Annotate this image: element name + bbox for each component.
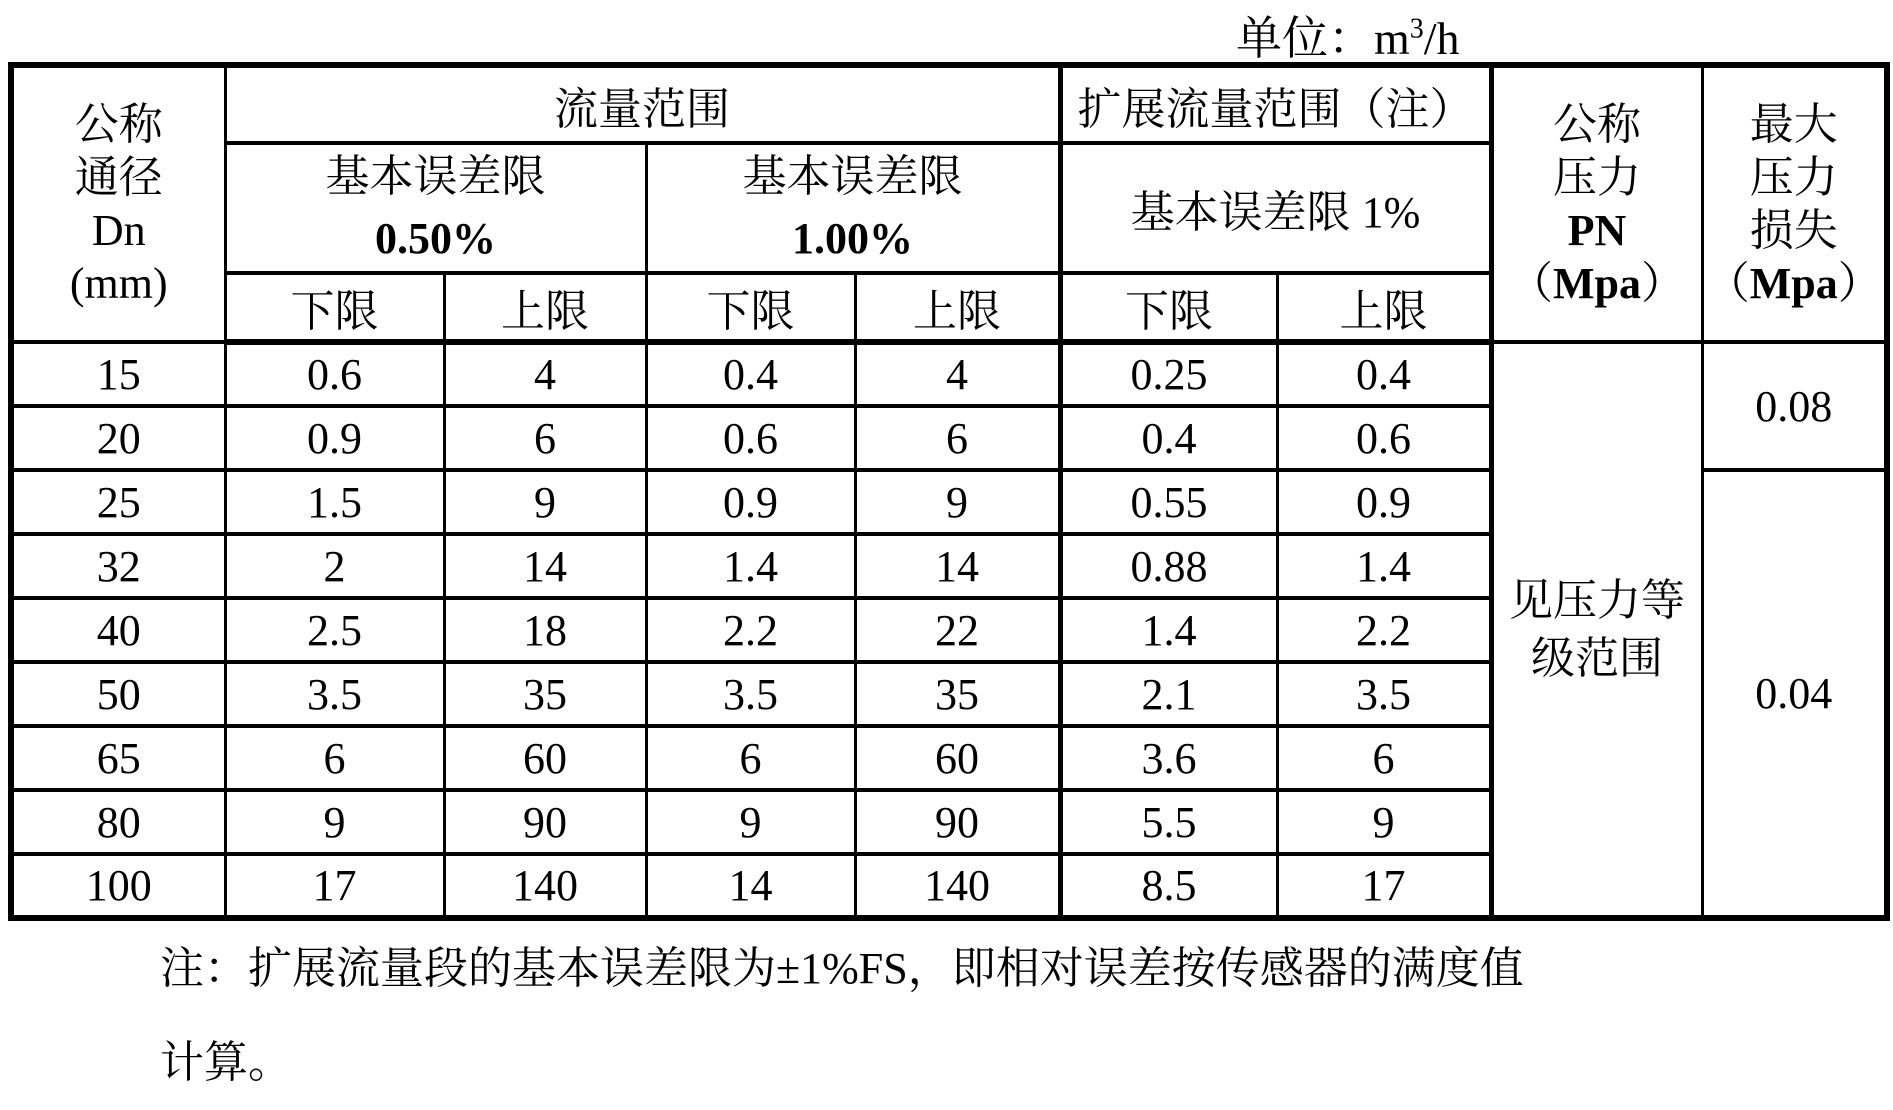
value-cell: 14 <box>444 534 646 598</box>
value-cell: 2.1 <box>1060 662 1277 726</box>
lower-limit-header: 下限 <box>646 273 855 342</box>
loss-unit-text: Mpa <box>1749 259 1838 308</box>
value-cell: 90 <box>444 790 646 854</box>
pn-unit-text: Mpa <box>1553 259 1641 308</box>
dn-cell: 50 <box>11 662 225 726</box>
header-line: 通径 <box>74 153 163 202</box>
max-loss-cell: 0.04 <box>1702 470 1887 918</box>
error-limit-05-value: 0.50% <box>375 214 496 263</box>
unit-prefix: 单位： <box>1236 13 1374 64</box>
value-cell: 2.2 <box>1277 598 1491 662</box>
value-cell: 60 <box>444 726 646 790</box>
value-cell: 0.9 <box>1277 470 1491 534</box>
value-cell: 2.2 <box>646 598 855 662</box>
value-cell: 0.25 <box>1060 342 1277 406</box>
value-cell: 140 <box>444 854 646 918</box>
pn-merged-cell <box>1491 342 1702 918</box>
footnote-line: 注：扩展流量段的基本误差限为±1%FS，即相对误差按传感器的满度值 <box>160 944 1524 993</box>
value-cell: 35 <box>444 662 646 726</box>
pn-column-header <box>1491 65 1702 342</box>
value-cell: 1.4 <box>1060 598 1277 662</box>
header-line: Dn <box>91 206 146 255</box>
table-header <box>11 65 1887 342</box>
flow-range-group-header: 流量范围 <box>225 65 1060 143</box>
table-body <box>11 342 1887 918</box>
upper-limit-header: 上限 <box>1277 273 1491 342</box>
error-limit-ext-header: 基本误差限 1% <box>1060 143 1491 273</box>
value-cell: 1.4 <box>1277 534 1491 598</box>
value-cell: 6 <box>1277 726 1491 790</box>
value-cell: 9 <box>1277 790 1491 854</box>
value-cell: 0.6 <box>646 406 855 470</box>
unit-suffix: /h <box>1423 13 1460 64</box>
header-line: 损失 <box>1749 206 1838 255</box>
error-limit-10-value: 1.00% <box>792 214 913 263</box>
value-cell: 3.6 <box>1060 726 1277 790</box>
loss-unit <box>1704 257 1885 310</box>
value-cell: 0.9 <box>225 406 444 470</box>
value-cell: 35 <box>855 662 1060 726</box>
pn-unit <box>1494 257 1701 310</box>
max-loss-cell: 0.08 <box>1702 342 1887 470</box>
header-line: 基本误差限 <box>742 152 963 201</box>
value-cell: 17 <box>225 854 444 918</box>
header-row-groups <box>11 65 1887 143</box>
value-cell: 2 <box>225 534 444 598</box>
dn-cell: 40 <box>11 598 225 662</box>
value-cell: 4 <box>855 342 1060 406</box>
value-cell: 6 <box>646 726 855 790</box>
error-limit-05-header <box>225 143 646 273</box>
value-cell: 17 <box>1277 854 1491 918</box>
value-cell: 3.5 <box>1277 662 1491 726</box>
value-cell: 9 <box>444 470 646 534</box>
value-cell: 3.5 <box>646 662 855 726</box>
value-cell: 0.6 <box>1277 406 1491 470</box>
table-row <box>11 342 1887 406</box>
header-line: 公称 <box>1553 100 1641 149</box>
value-cell: 0.4 <box>1277 342 1491 406</box>
value-cell: 9 <box>646 790 855 854</box>
value-cell: 4 <box>444 342 646 406</box>
unit-exponent: 3 <box>1409 13 1424 45</box>
paren-open: （ <box>1705 259 1750 308</box>
dn-cell: 25 <box>11 470 225 534</box>
pn-code: PN <box>1567 206 1627 255</box>
header-line: 压力 <box>1553 153 1641 202</box>
paren-close: ） <box>1641 259 1685 308</box>
value-cell: 0.88 <box>1060 534 1277 598</box>
value-cell: 90 <box>855 790 1060 854</box>
lower-limit-header: 下限 <box>225 273 444 342</box>
value-cell: 14 <box>646 854 855 918</box>
value-cell: 1.4 <box>646 534 855 598</box>
ext-flow-range-group-header: 扩展流量范围（注） <box>1060 65 1491 143</box>
error-limit-10-header <box>646 143 1060 273</box>
header-line: 压力 <box>1749 153 1838 202</box>
upper-limit-header: 上限 <box>444 273 646 342</box>
dn-cell: 100 <box>11 854 225 918</box>
unit-base: m <box>1374 13 1410 64</box>
value-cell: 2.5 <box>225 598 444 662</box>
value-cell: 60 <box>855 726 1060 790</box>
paren-close: ） <box>1837 259 1882 308</box>
value-cell: 3.5 <box>225 662 444 726</box>
value-cell: 9 <box>855 470 1060 534</box>
value-cell: 6 <box>444 406 646 470</box>
flow-spec-table <box>8 62 1890 921</box>
value-cell: 6 <box>855 406 1060 470</box>
value-cell: 1.5 <box>225 470 444 534</box>
value-cell: 0.9 <box>646 470 855 534</box>
value-cell: 8.5 <box>1060 854 1277 918</box>
dn-column-header <box>11 65 225 342</box>
footnote <box>160 922 1524 1110</box>
value-cell: 18 <box>444 598 646 662</box>
pn-merged-line: 级范围 <box>1531 633 1663 683</box>
dn-cell: 15 <box>11 342 225 406</box>
dn-cell: 32 <box>11 534 225 598</box>
value-cell: 140 <box>855 854 1060 918</box>
value-cell: 5.5 <box>1060 790 1277 854</box>
pn-merged-line: 见压力等 <box>1509 575 1685 625</box>
lower-limit-header: 下限 <box>1060 273 1277 342</box>
value-cell: 0.4 <box>646 342 855 406</box>
dn-cell: 20 <box>11 406 225 470</box>
value-cell: 6 <box>225 726 444 790</box>
value-cell: 14 <box>855 534 1060 598</box>
footnote-line: 计算。 <box>160 1038 292 1087</box>
value-cell: 0.6 <box>225 342 444 406</box>
upper-limit-header: 上限 <box>855 273 1060 342</box>
header-line: 最大 <box>1749 100 1838 149</box>
paren-open: （ <box>1509 259 1553 308</box>
header-line: 公称 <box>74 100 163 149</box>
value-cell: 22 <box>855 598 1060 662</box>
unit-label <box>1236 2 1460 68</box>
value-cell: 9 <box>225 790 444 854</box>
value-cell: 0.55 <box>1060 470 1277 534</box>
value-cell: 0.4 <box>1060 406 1277 470</box>
header-line: 基本误差限 <box>325 152 546 201</box>
header-line: (mm) <box>69 259 168 308</box>
dn-cell: 65 <box>11 726 225 790</box>
dn-cell: 80 <box>11 790 225 854</box>
max-loss-column-header <box>1702 65 1887 342</box>
